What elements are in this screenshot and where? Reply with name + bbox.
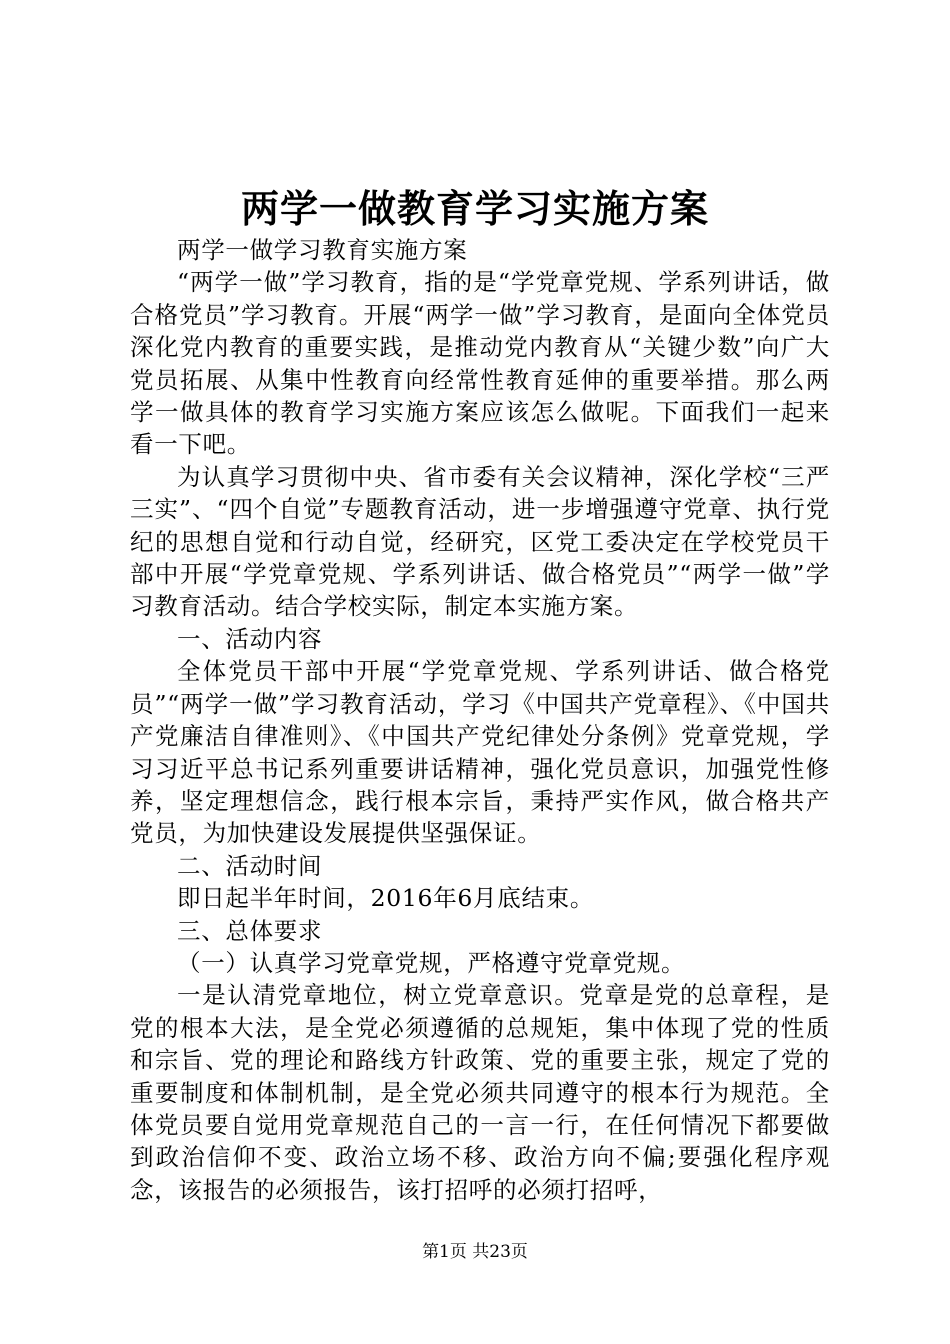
subsection-heading-1: （一）认真学习党章党规，严格遵守党章党规。: [177, 948, 686, 977]
paragraph-intro: “两学一做”学习教育，指的是“学党章党规、学系列讲话，做合格党员”学习教育。开展“两学一做”学习教育，是面向全体党员深化党内教育的重要实践，是推动党内教育从“关键少数”向广大党员拓展、从集中性教育向经常性教育延伸的重要举措。那么两学一做具体的教育学习实施方案应该怎么做呢。下面我们一起来看一下吧。: [130, 268, 830, 459]
paragraph-content: 全体党员干部中开展“学党章党规、学系列讲话、做合格党员”“两学一做”学习教育活动，学习《中国共产党章程》、《中国共产党廉洁自律准则》、《中国共产党纪律处分条例》党章党规，学习习近平总书记系列重要讲话精神，强化党员意识，加强党性修养，坚定理想信念，践行根本宗旨，秉持严实作风，做合格共产党员，为加快建设发展提供坚强保证。: [130, 657, 830, 848]
page-footer: 第1页 共23页: [422, 1242, 528, 1262]
paragraph-purpose: 为认真学习贯彻中央、省市委有关会议精神，深化学校“三严三实”、“四个自觉”专题教育活动，进一步增强遵守党章、执行党纪的思想自觉和行动自觉，经研究，区党工委决定在学校党员干部中开展“学党章党规、学系列讲话、做合格党员”“两学一做”学习教育活动。结合学校实际，制定本实施方案。: [130, 462, 830, 621]
section-heading-content: 一、活动内容: [177, 624, 323, 653]
paragraph-requirement-1: 一是认清党章地位，树立党章意识。党章是党的总章程，是党的根本大法，是全党必须遵循的总规矩，集中体现了党的性质和宗旨、党的理论和路线方针政策、党的重要主张，规定了党的重要制度和体制机制，是全党必须共同遵守的根本行为规范。全体党员要自觉用党章规范自己的一言一行，在任何情况下都要做到政治信仰不变、政治立场不移、政治方向不偏;要强化程序观念，该报告的必须报告，该打招呼的必须打招呼，: [130, 981, 830, 1204]
section-heading-requirements: 三、总体要求: [177, 916, 323, 945]
paragraph-subtitle: 两学一做学习教育实施方案: [177, 236, 468, 264]
section-heading-time: 二、活动时间: [177, 851, 323, 880]
document-body: [130, 234, 830, 1206]
document-title: 两学一做教育学习实施方案: [240, 186, 709, 231]
paragraph-time: 即日起半年时间，2016年6月底结束。: [177, 884, 595, 913]
